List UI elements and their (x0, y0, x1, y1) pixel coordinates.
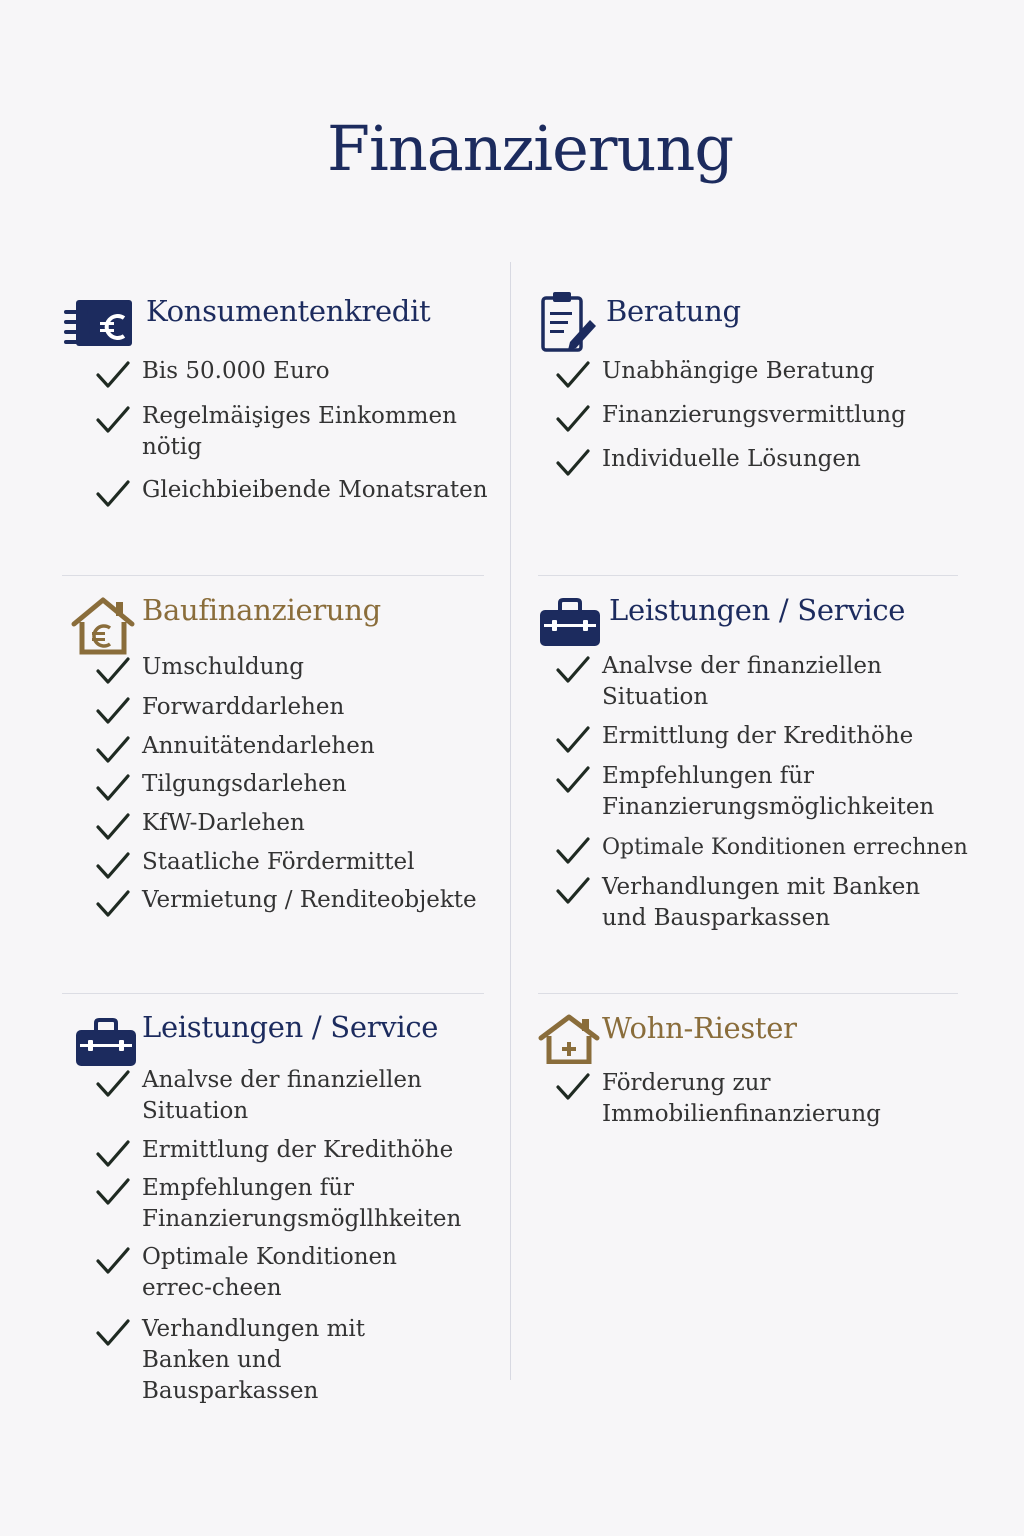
list-item: Analvse der finanziellen Situation (96, 1065, 488, 1127)
checkmark-icon (96, 1177, 130, 1207)
list-item: Bis 50.000 Euro (96, 356, 488, 387)
section-heading: Konsumentenkredit (146, 294, 431, 328)
checkmark-icon (96, 479, 130, 509)
section-heading: Baufinanzierung (142, 593, 381, 627)
row-divider-left-1 (62, 575, 484, 576)
checkmark-icon (556, 655, 590, 685)
column-divider (510, 262, 511, 1380)
konsumentenkredit-list (96, 356, 488, 506)
checkmark-icon (96, 1139, 130, 1169)
row-divider-right-1 (538, 575, 958, 576)
checkmark-icon (96, 735, 130, 765)
baufinanzierung-list (96, 652, 488, 916)
list-item: Regelmäişiges Einkommen nötig (96, 401, 488, 463)
list-item: Gleichbieibende Monatsraten (96, 475, 488, 506)
leistungen-left-list (96, 1065, 488, 1407)
leistungen-right-list (556, 651, 996, 934)
page-title: Finanzierung (326, 112, 734, 185)
section-heading: Wohn-Riester (602, 1011, 797, 1045)
checkmark-icon (556, 360, 590, 390)
row-divider-left-2 (62, 993, 484, 994)
beratung-list (556, 356, 956, 475)
briefcase-icon (538, 598, 602, 652)
list-item: Optimale Konditionen errec-cheen (96, 1242, 488, 1304)
list-item: Empfehlungen für Finanzierungsmöglichkeiten (556, 761, 996, 823)
list-item: Förderung zur Immobilienfinanzierung (556, 1068, 936, 1130)
list-item: Analvse der finanziellen Situation (556, 651, 996, 713)
section-heading: Beratung (606, 294, 741, 328)
checkmark-icon (556, 404, 590, 434)
list-item: KfW-Darlehen (96, 808, 488, 839)
list-item: Forwarddarlehen (96, 692, 488, 723)
section-heading: Leistungen / Service (142, 1010, 439, 1044)
list-item: Individuelle Lösungen (556, 444, 956, 475)
checkmark-icon (556, 876, 590, 906)
checkmark-icon (96, 1069, 130, 1099)
section-heading: Leistungen / Service (609, 593, 906, 627)
list-item: Verhandlungen mit Banken und Bausparkassen (556, 872, 996, 934)
checkmark-icon (556, 1072, 590, 1102)
checkmark-icon (96, 1318, 130, 1348)
list-item: Ermittlung der Kredithöhe (96, 1135, 488, 1166)
checkmark-icon (96, 889, 130, 919)
list-item: Unabhängige Beratung (556, 356, 956, 387)
checkmark-icon (556, 836, 590, 866)
checkmark-icon (96, 656, 130, 686)
checkmark-icon (96, 1246, 130, 1276)
checkmark-icon (96, 773, 130, 803)
row-divider-right-2 (538, 993, 958, 994)
list-item: Vermietung / Renditeobjekte (96, 885, 488, 916)
house-euro-icon (70, 596, 136, 660)
clipboard-pen-icon (540, 290, 598, 358)
checkmark-icon (96, 696, 130, 726)
checkmark-icon (96, 851, 130, 881)
euro-banknotes-icon (62, 298, 134, 354)
list-item: Tilgungsdarlehen (96, 769, 488, 800)
checkmark-icon (96, 812, 130, 842)
checkmark-icon (556, 725, 590, 755)
list-item: Finanzierungsvermittlung (556, 400, 956, 431)
briefcase-icon (74, 1018, 138, 1072)
list-item: Annuitätendarlehen (96, 731, 488, 762)
list-item: Verhandlungen mit Banken und Bausparkassen (96, 1314, 488, 1407)
house-plus-icon (538, 1014, 600, 1068)
wohnriester-list (556, 1068, 936, 1130)
list-item: Optimale Konditionen errechnen (556, 832, 996, 863)
list-item: Empfehlungen für Finanzierungsmögllhkeiten (96, 1173, 488, 1235)
checkmark-icon (96, 360, 130, 390)
list-item: Ermittlung der Kredithöhe (556, 721, 996, 752)
checkmark-icon (556, 765, 590, 795)
checkmark-icon (556, 448, 590, 478)
list-item: Umschuldung (96, 652, 488, 683)
checkmark-icon (96, 405, 130, 435)
list-item: Staatliche Fördermittel (96, 847, 488, 878)
